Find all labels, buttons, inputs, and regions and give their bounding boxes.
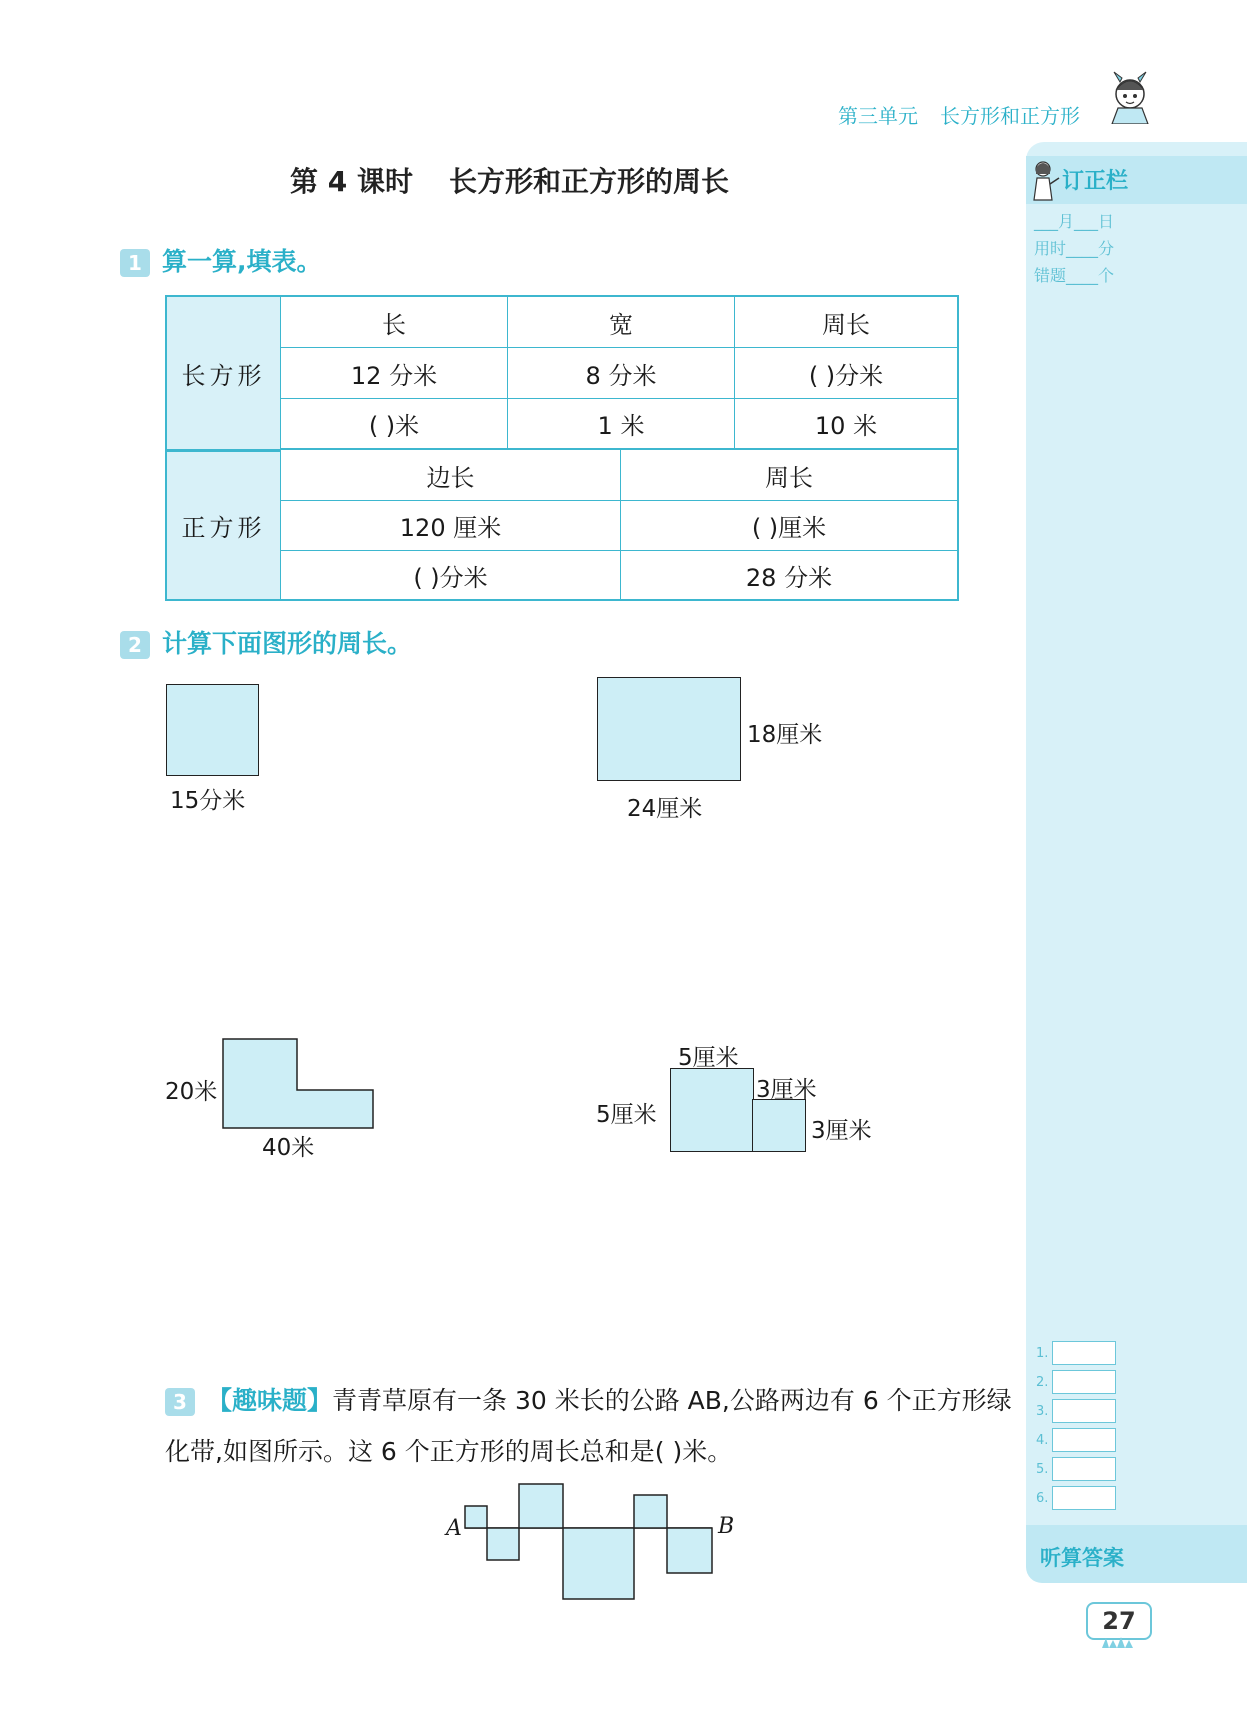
rect-r1-length: 12 分米 xyxy=(281,348,508,399)
fig4-small-top-label: 3厘米 xyxy=(756,1077,817,1103)
sidebar-title: 订正栏 xyxy=(1062,169,1129,194)
q3-road-diagram xyxy=(440,1478,740,1604)
answer-slot[interactable]: 5. xyxy=(1036,1457,1116,1481)
q2-heading xyxy=(120,624,412,660)
q3-text: 青青草原有一条 30 米长的公路 AB,公路两边有 6 个正方形绿化带,如图所示。这 6 个正方形的周长总和是( )米。 xyxy=(165,1386,1012,1466)
grass-icon xyxy=(1100,1636,1136,1648)
rect-row-label: 长方形 xyxy=(167,297,281,450)
fig2-right-label: 18厘米 xyxy=(747,722,823,748)
square-r2-perimeter: 28 分米 xyxy=(745,563,833,592)
square-row-label: 正方形 xyxy=(167,450,281,599)
square-r1-side: 120 厘米 xyxy=(281,501,621,551)
q3-label-b: B xyxy=(718,1514,735,1539)
rect-header-length: 长 xyxy=(281,297,508,348)
rect-header-perimeter: 周长 xyxy=(735,297,957,348)
errors-line: 错题____个 xyxy=(1034,266,1115,285)
square-r2-side-blank[interactable]: ( )分米 xyxy=(281,551,621,599)
q3-text-block xyxy=(165,1375,1025,1477)
rect-r2-length-blank[interactable]: ( )米 xyxy=(281,399,508,450)
answer-slot[interactable]: 2. xyxy=(1036,1370,1116,1394)
rect-r2-perimeter: 10 米 xyxy=(735,399,957,450)
girl-mascot-icon xyxy=(1100,68,1160,124)
fig3-bottom-label: 40米 xyxy=(262,1135,315,1161)
listening-answers-label: 听算答案 xyxy=(1040,1546,1124,1570)
unit-header xyxy=(838,100,1080,129)
fig1-square xyxy=(166,684,259,776)
q1-table xyxy=(165,295,959,601)
lesson-title xyxy=(290,160,729,200)
rect-r1-perimeter-blank[interactable]: ( )分米 xyxy=(735,348,957,399)
fig1-bottom-label: 15分米 xyxy=(170,788,246,814)
answer-box[interactable] xyxy=(1052,1486,1116,1510)
date-line: ___月___日 xyxy=(1034,212,1115,231)
fig4-small-right-label: 3厘米 xyxy=(811,1118,872,1144)
fig4-left-label: 5厘米 xyxy=(596,1102,657,1128)
q3-tag: 【趣味题】 xyxy=(207,1386,333,1415)
answer-slot[interactable]: 1. xyxy=(1036,1341,1116,1365)
fig3-left-label: 20米 xyxy=(165,1079,218,1105)
fig4-top-label: 5厘米 xyxy=(678,1045,739,1071)
fig2-rectangle xyxy=(597,677,741,781)
q2-title: 计算下面图形的周长。 xyxy=(162,629,413,658)
fig2-bottom-label: 24厘米 xyxy=(627,796,703,822)
q1-badge: 1 xyxy=(120,249,150,277)
square-r1-perimeter-blank[interactable]: ( )厘米 xyxy=(621,501,957,551)
answer-slot[interactable]: 6. xyxy=(1036,1486,1116,1510)
answer-box[interactable] xyxy=(1052,1399,1116,1423)
fig4-large-square xyxy=(670,1068,754,1152)
rect-header-width: 宽 xyxy=(508,297,735,348)
q2-badge: 2 xyxy=(120,631,150,659)
answer-slot[interactable]: 3. xyxy=(1036,1399,1116,1423)
fig4-small-square xyxy=(752,1099,806,1152)
square-header-perimeter: 周长 xyxy=(621,450,957,501)
answer-slot[interactable]: 4. xyxy=(1036,1428,1116,1452)
unit-topic: 长方形和正方形 xyxy=(940,104,1080,128)
time-line: 用时____分 xyxy=(1034,239,1115,258)
lesson-name: 长方形和正方形的周长 xyxy=(448,165,729,198)
square-header-side: 边长 xyxy=(281,450,621,501)
unit-label: 第三单元 xyxy=(838,104,918,128)
rect-r2-width: 1 米 xyxy=(508,399,735,450)
answer-box[interactable] xyxy=(1052,1428,1116,1452)
correction-sidebar xyxy=(1026,142,1247,1582)
rect-r1-width: 8 分米 xyxy=(508,348,735,399)
answer-box[interactable] xyxy=(1052,1457,1116,1481)
lesson-number: 第 4 课时 xyxy=(290,165,413,198)
q3-badge: 3 xyxy=(165,1388,195,1416)
q1-heading xyxy=(120,242,322,278)
answer-box[interactable] xyxy=(1052,1370,1116,1394)
fig3-l-shape xyxy=(222,1038,375,1130)
q3-label-a: A xyxy=(446,1516,462,1541)
q1-title: 算一算,填表。 xyxy=(162,247,322,276)
teacher-icon xyxy=(1030,158,1060,202)
answer-box[interactable] xyxy=(1052,1341,1116,1365)
page-number: 27 xyxy=(1086,1602,1152,1640)
